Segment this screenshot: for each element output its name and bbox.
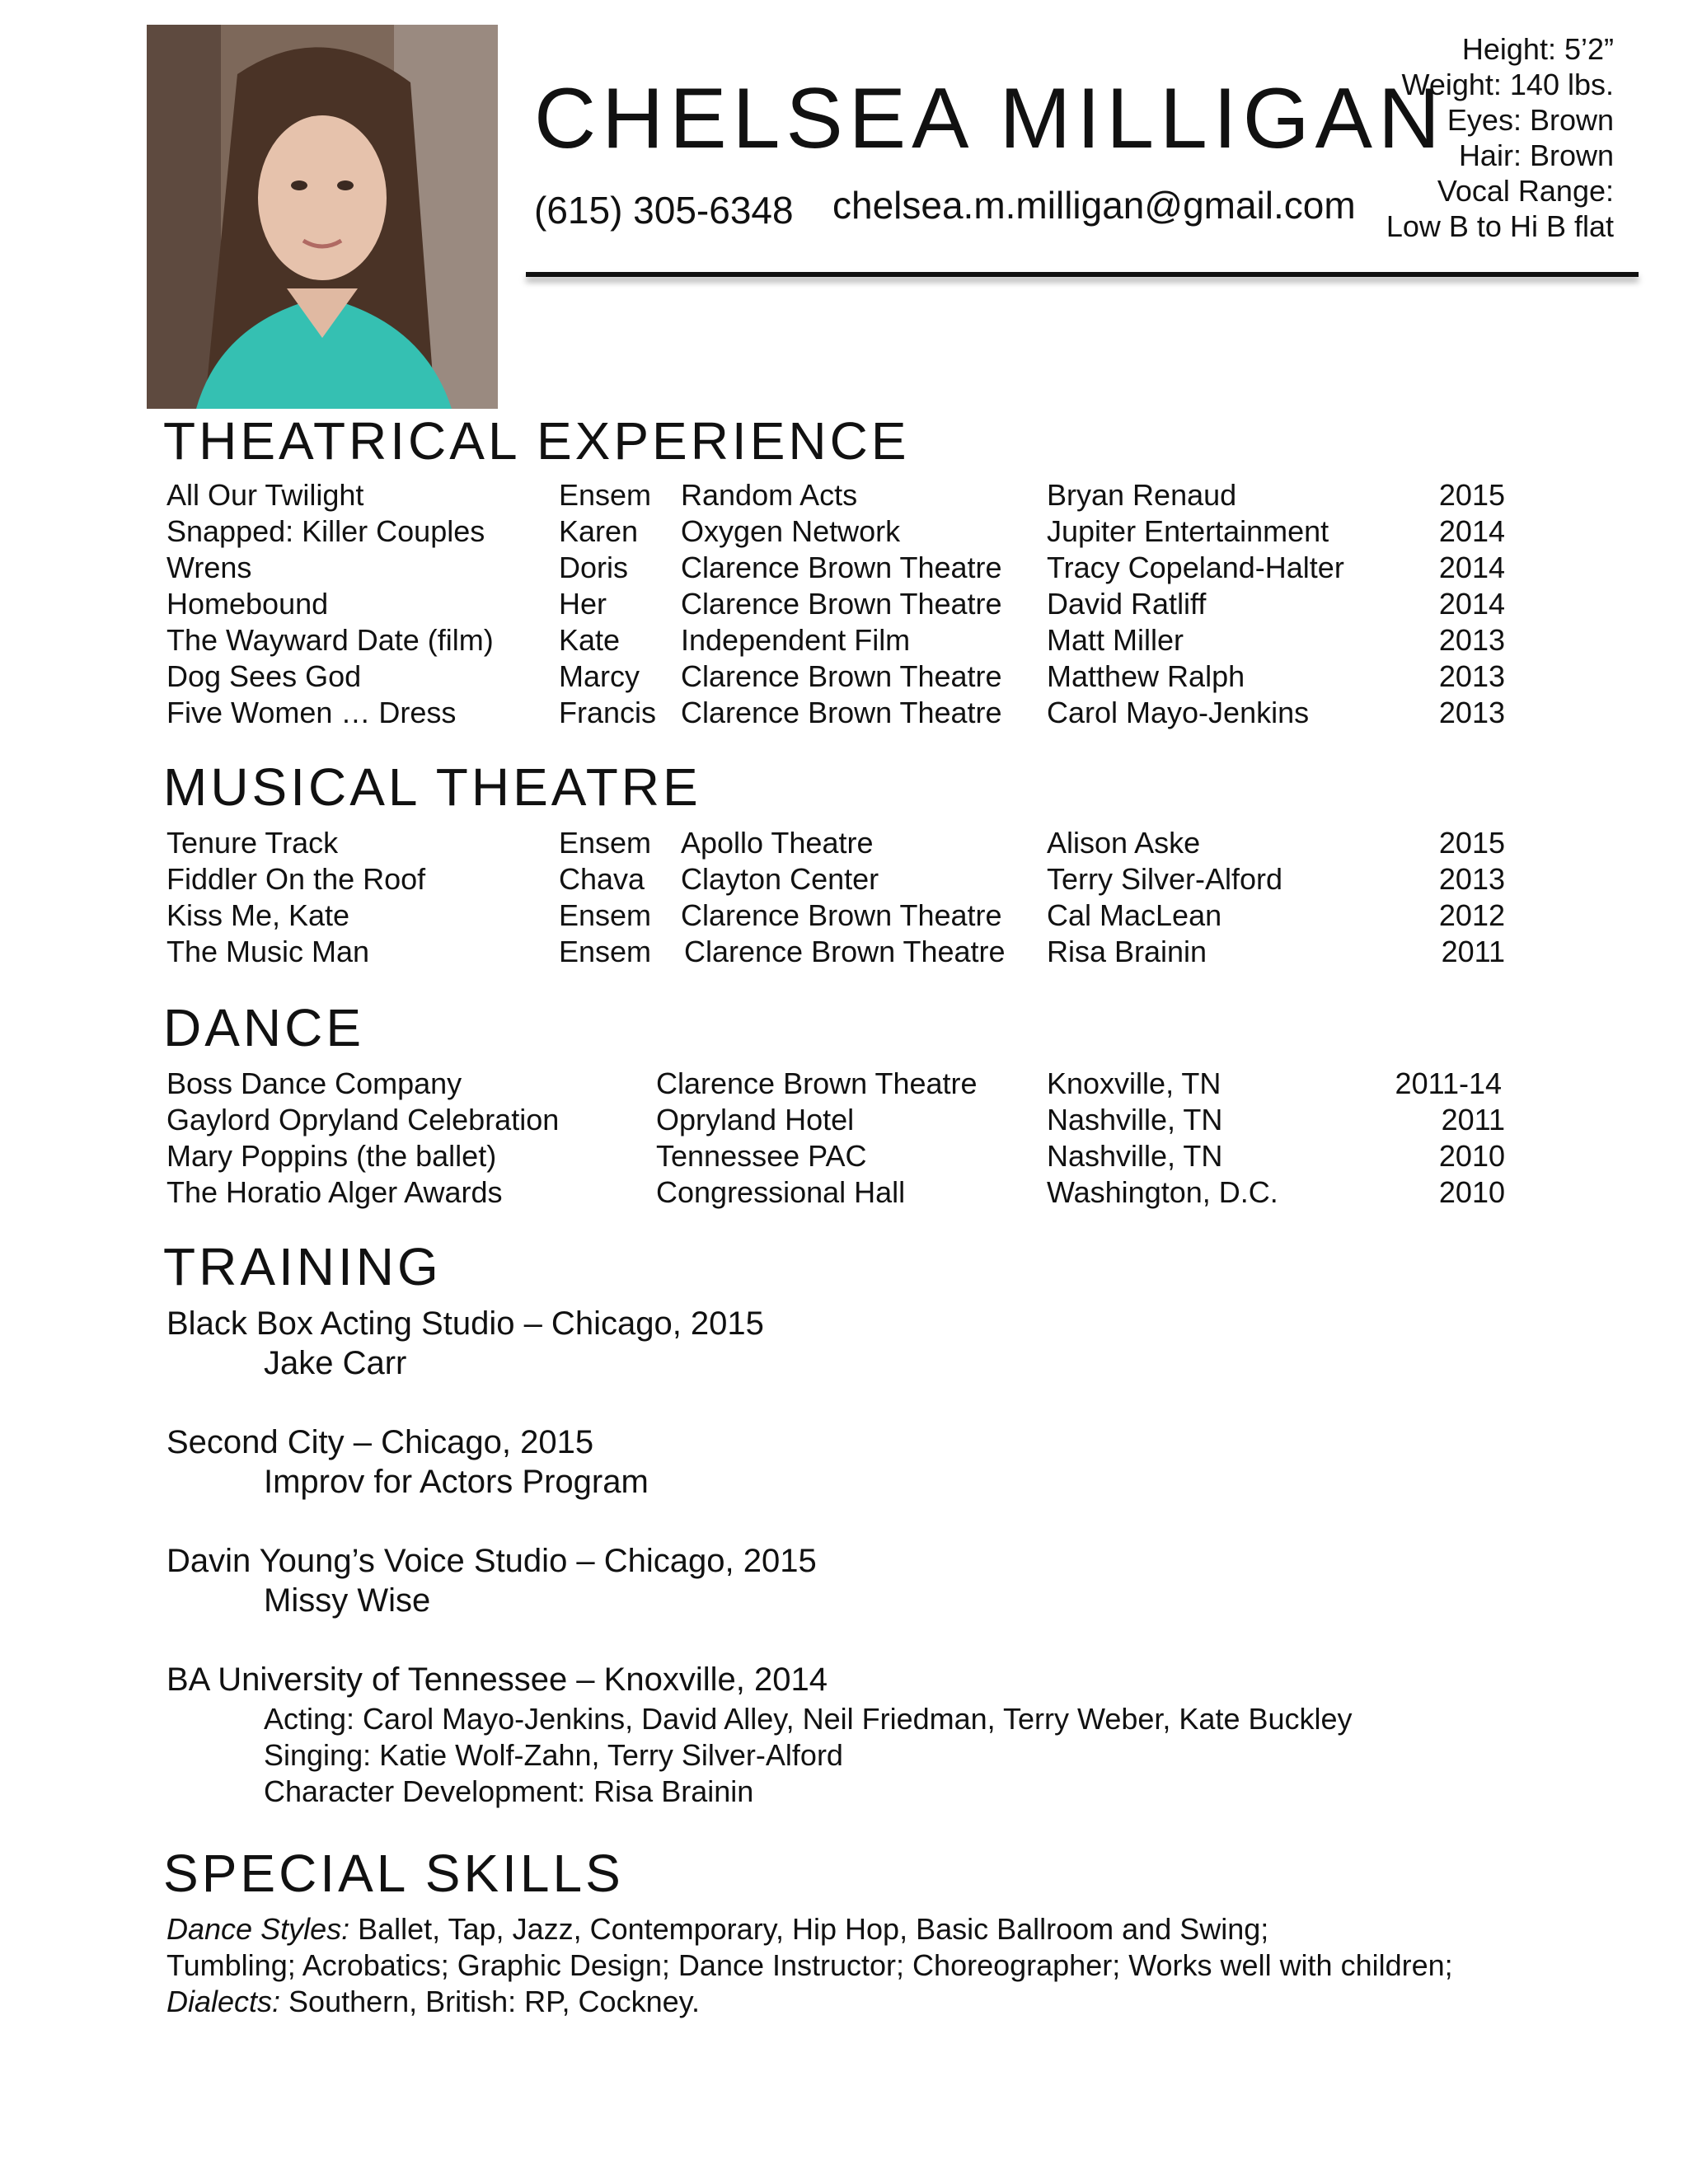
director: Jupiter Entertainment [1047, 514, 1329, 548]
section-title-training: TRAINING [163, 1237, 442, 1296]
location: Nashville, TN [1047, 1103, 1223, 1137]
year: 2014 [1438, 514, 1505, 548]
training-item-title: Black Box Acting Studio – Chicago, 2015 [166, 1305, 764, 1342]
role: Ensem [559, 478, 652, 512]
table-row [0, 826, 1688, 861]
production: Five Women … Dress [166, 696, 457, 729]
production: The Wayward Date (film) [166, 623, 494, 657]
company: Clarence Brown Theatre [681, 696, 1002, 729]
company: Clarence Brown Theatre [681, 551, 1002, 584]
production: Homebound [166, 587, 329, 621]
dance-styles-label: Dance Styles: [166, 1912, 350, 1946]
stat-eyes: Eyes: Brown [1447, 103, 1614, 137]
dialects-text: Southern, British: RP, Cockney. [280, 1985, 700, 2018]
training-item-detail: Jake Carr [264, 1345, 407, 1381]
role: Chava [559, 862, 645, 896]
company: Clarence Brown Theatre [681, 659, 1002, 693]
stat-weight: Weight: 140 lbs. [1401, 68, 1614, 101]
company: Random Acts [681, 478, 858, 512]
event: Gaylord Opryland Celebration [166, 1103, 560, 1137]
section-title-theatrical: THEATRICAL EXPERIENCE [163, 411, 910, 471]
headshot-photo [147, 25, 498, 409]
role: Karen [559, 514, 639, 548]
company: Oxygen Network [681, 514, 901, 548]
year: 2011 [1441, 1103, 1505, 1137]
role: Her [559, 587, 607, 621]
year: 2013 [1438, 659, 1505, 693]
venue: Opryland Hotel [656, 1103, 855, 1137]
year: 2013 [1438, 862, 1505, 896]
training-item-detail: Improv for Actors Program [264, 1464, 649, 1500]
section-title-dance: DANCE [163, 998, 365, 1057]
role: Francis [559, 696, 657, 729]
director: Matt Miller [1047, 623, 1184, 657]
role: Ensem [559, 935, 652, 968]
skills-dance-line [166, 1912, 1268, 1947]
role: Ensem [559, 898, 652, 932]
year: 2012 [1438, 898, 1505, 932]
stat-hair: Hair: Brown [1458, 138, 1614, 172]
company: Independent Film [681, 623, 911, 657]
table-row [0, 862, 1688, 898]
table-row [0, 1139, 1688, 1174]
director: Alison Aske [1047, 826, 1201, 860]
production: Kiss Me, Kate [166, 898, 350, 932]
director: Matthew Ralph [1047, 659, 1245, 693]
venue: Clarence Brown Theatre [656, 1066, 978, 1100]
year: 2010 [1438, 1139, 1505, 1173]
director: Risa Brainin [1047, 935, 1207, 968]
director: Carol Mayo-Jenkins [1047, 696, 1310, 729]
table-row [0, 587, 1688, 622]
training-item-detail: Missy Wise [264, 1582, 431, 1619]
company: Clarence Brown Theatre [684, 935, 1006, 968]
email-address[interactable]: chelsea.m.milligan@gmail.com [832, 184, 1356, 227]
role: Ensem [559, 826, 652, 860]
event: The Horatio Alger Awards [166, 1175, 503, 1209]
role: Marcy [559, 659, 640, 693]
skills-dialects-line [166, 1985, 700, 2019]
company: Apollo Theatre [681, 826, 874, 860]
year: 2011-14 [1395, 1066, 1502, 1100]
table-row [0, 1103, 1688, 1138]
company: Clarence Brown Theatre [681, 898, 1002, 932]
dance-styles-text: Ballet, Tap, Jazz, Contemporary, Hip Hop, Basic Ballroom and Swing; [349, 1912, 1269, 1946]
stat-height: Height: 5’2” [1461, 32, 1614, 66]
venue: Congressional Hall [656, 1175, 906, 1209]
production: All Our Twilight [166, 478, 364, 512]
director: David Ratliff [1047, 587, 1207, 621]
director: Cal MacLean [1047, 898, 1222, 932]
year: 2011 [1441, 935, 1505, 968]
phone-number[interactable]: (615) 305-6348 [534, 189, 794, 232]
table-row [0, 551, 1688, 586]
section-title-skills: SPECIAL SKILLS [163, 1844, 624, 1903]
skills-line-2: Tumbling; Acrobatics; Graphic Design; Dance Instructor; Choreographer; Works well with children; [166, 1948, 1453, 1982]
location: Nashville, TN [1047, 1139, 1223, 1173]
production: Snapped: Killer Couples [166, 514, 485, 548]
physical-stats [1334, 31, 1614, 244]
resume-name: CHELSEA MILLIGAN [534, 71, 1447, 166]
year: 2013 [1438, 623, 1505, 657]
training-item-title: Second City – Chicago, 2015 [166, 1424, 594, 1460]
role: Doris [559, 551, 629, 584]
year: 2015 [1438, 826, 1505, 860]
table-row [0, 935, 1688, 970]
training-item-title: BA University of Tennessee – Knoxville, 2014 [166, 1661, 828, 1698]
director: Tracy Copeland-Halter [1047, 551, 1344, 584]
venue: Tennessee PAC [656, 1139, 867, 1173]
table-row [0, 514, 1688, 550]
section-title-musical: MUSICAL THEATRE [163, 757, 701, 817]
table-row [0, 696, 1688, 731]
year: 2013 [1438, 696, 1505, 729]
stat-vocal-range-label: Vocal Range: [1437, 174, 1614, 208]
table-row [0, 1175, 1688, 1211]
role: Kate [559, 623, 621, 657]
production: Dog Sees God [166, 659, 362, 693]
year: 2014 [1438, 551, 1505, 584]
year: 2010 [1438, 1175, 1505, 1209]
training-item-detail: Acting: Carol Mayo-Jenkins, David Alley, Neil Friedman, Terry Weber, Kate Buckley [264, 1702, 1353, 1736]
location: Knoxville, TN [1047, 1066, 1221, 1100]
dialects-label: Dialects: [166, 1985, 281, 2018]
event: Mary Poppins (the ballet) [166, 1139, 497, 1173]
header-divider [526, 272, 1639, 277]
stat-vocal-range: Low B to Hi B flat [1386, 209, 1614, 243]
training-item-detail: Singing: Katie Wolf-Zahn, Terry Silver-Alford [264, 1738, 843, 1772]
training-item-title: Davin Young’s Voice Studio – Chicago, 2015 [166, 1543, 817, 1579]
director: Bryan Renaud [1047, 478, 1237, 512]
production: Fiddler On the Roof [166, 862, 426, 896]
production: The Music Man [166, 935, 370, 968]
company: Clarence Brown Theatre [681, 587, 1002, 621]
event: Boss Dance Company [166, 1066, 462, 1100]
year: 2014 [1438, 587, 1505, 621]
production: Wrens [166, 551, 252, 584]
training-item-detail: Character Development: Risa Brainin [264, 1774, 754, 1808]
year: 2015 [1438, 478, 1505, 512]
production: Tenure Track [166, 826, 339, 860]
table-row [0, 478, 1688, 513]
location: Washington, D.C. [1047, 1175, 1278, 1209]
table-row [0, 1066, 1688, 1102]
director: Terry Silver-Alford [1047, 862, 1283, 896]
table-row [0, 898, 1688, 934]
table-row [0, 623, 1688, 658]
company: Clayton Center [681, 862, 879, 896]
table-row [0, 659, 1688, 695]
